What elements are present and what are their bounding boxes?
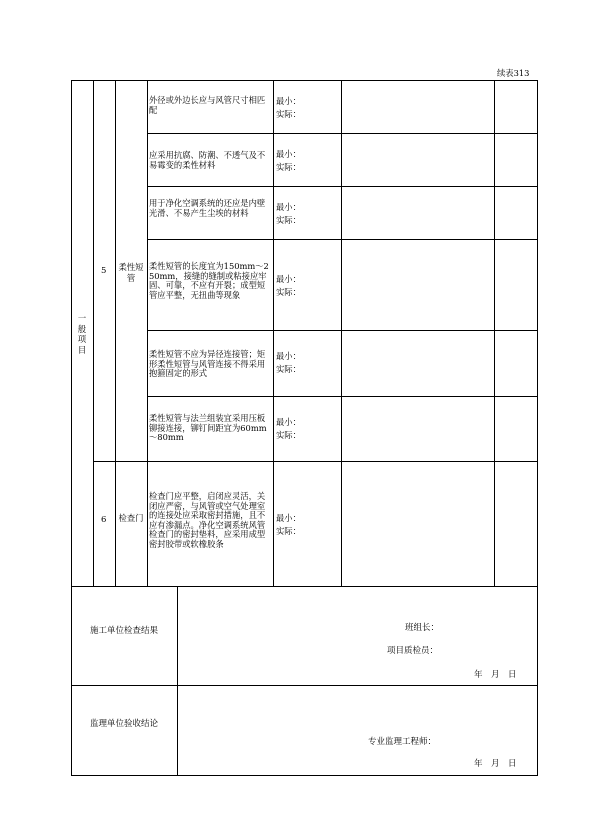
item-name: 柔性短管	[118, 262, 144, 283]
criterion-text: 柔性短管的长度宜为150mm～250mm，接缝的缝制或粘接应牢固、可靠，不应有开裂；成型短管应平整，无扭曲等现象	[149, 261, 269, 300]
form-number: 续表313	[497, 68, 530, 78]
criterion-text: 柔性短管与法兰组装宜采用压板铆接连接，铆钉间距宜为60mm～80mm	[149, 413, 267, 443]
date-label: 年 月 日	[474, 670, 517, 680]
criterion-text: 外径或外边长应与风管尺寸相匹配	[149, 95, 266, 115]
team-leader-label: 班组长：	[405, 623, 440, 633]
item-number: 5	[101, 266, 107, 276]
item-number: 6	[101, 515, 107, 525]
item-name: 检查门	[118, 513, 144, 523]
category-label: 一般项目	[77, 313, 87, 355]
criterion-text: 柔性短管不应为异径连接管；矩形柔性短管与风管连接不得采用抱箍固定的形式	[149, 349, 266, 379]
measurement-labels: 最小： 实际：	[276, 417, 301, 440]
date-label: 年 月 日	[474, 759, 517, 769]
inspector-label: 项目质检员：	[387, 646, 439, 656]
construction-result-title: 施工单位检查结果	[89, 626, 158, 636]
measurement-labels: 最小： 实际：	[276, 149, 301, 172]
criterion-text: 检查门应平整，启闭应灵活，关闭应严密，与风管或空气处理室的连接处应采取密封措施，且不应有渗漏点。净化空调系统风管检查门的密封垫料，应采用成型密封胶带或软橡胶条	[149, 491, 266, 549]
measurement-labels: 最小： 实际：	[276, 274, 301, 297]
supervision-conclusion-title: 监理单位验收结论	[89, 719, 158, 729]
measurement-labels: 最小： 实际：	[276, 513, 301, 536]
engineer-label: 专业监理工程师：	[368, 737, 437, 747]
measurement-labels: 最小： 实际：	[276, 202, 301, 225]
criterion-text: 用于净化空调系统的还应是内壁光滑、不易产生尘埃的材料	[149, 198, 266, 218]
measurement-labels: 最小： 实际：	[276, 351, 301, 374]
criterion-text: 应采用抗腐、防潮、不透气及不易霉变的柔性材料	[149, 150, 266, 170]
measurement-labels: 最小： 实际：	[276, 96, 301, 119]
